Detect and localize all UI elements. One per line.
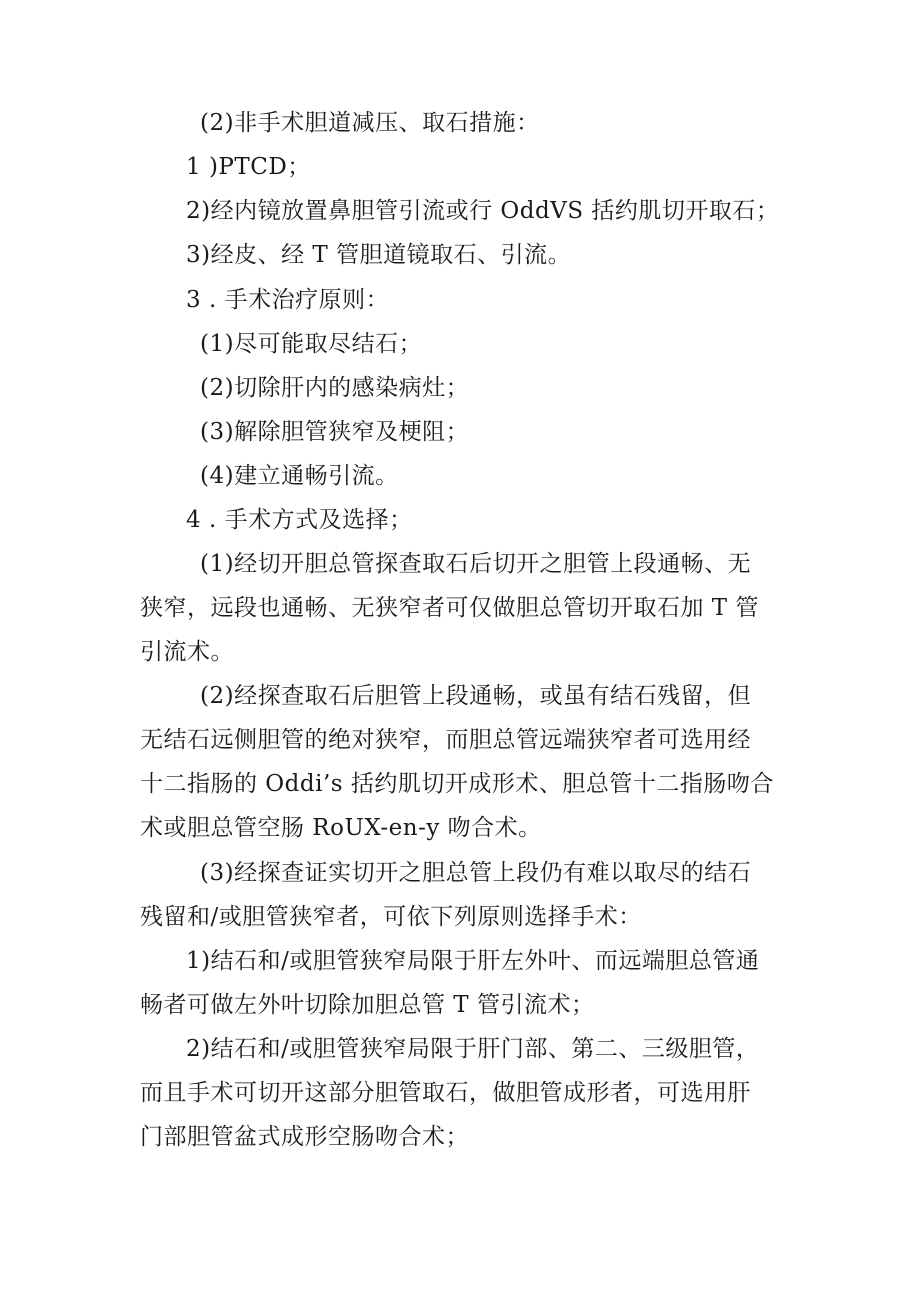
list-item-principle-1: (1)尽可能取尽结石； <box>200 331 423 357</box>
paragraph-subitem-1-line-1: 1)结石和/或胆管狭窄局限于肝左外叶、而远端胆总管通 <box>186 948 760 974</box>
paragraph-method-3-line-1: (3)经探查证实切开之胆总管上段仍有难以取尽的结石 <box>200 860 752 886</box>
paragraph-method-1-line-1: (1)经切开胆总管探查取石后切开之胆管上段通畅、无 <box>200 551 752 577</box>
list-item-percutaneous: 3)经皮、经 T 管胆道镜取石、引流。 <box>186 242 572 268</box>
paragraph-method-3-line-2: 残留和/或胆管狭窄者，可依下列原则选择手术： <box>140 904 642 930</box>
section-heading-methods: 4 . 手术方式及选择； <box>186 507 413 533</box>
paragraph-method-2-line-4: 术或胆总管空肠 RoUX-en-y 吻合术。 <box>140 815 542 841</box>
paragraph-method-2-line-3: 十二指肠的 Oddi’s 括约肌切开成形术、胆总管十二指肠吻合 <box>140 771 774 797</box>
paragraph-method-1-line-2: 狭窄，远段也通畅、无狭窄者可仅做胆总管切开取石加 T 管 <box>140 595 759 621</box>
paragraph-subitem-2-line-1: 2)结石和/或胆管狭窄局限于肝门部、第二、三级胆管， <box>186 1036 760 1062</box>
list-item-nonsurgical-heading: (2)非手术胆道减压、取石措施： <box>200 110 540 136</box>
section-heading-principles: 3 . 手术治疗原则： <box>186 287 390 313</box>
paragraph-subitem-2-line-3: 门部胆管盆式成形空肠吻合术； <box>140 1124 469 1150</box>
paragraph-subitem-2-line-2: 而且手术可切开这部分胆管取石，做胆管成形者，可选用肝 <box>140 1080 751 1106</box>
paragraph-method-1-line-3: 引流术。 <box>140 639 234 665</box>
list-item-ptcd: 1 )PTCD； <box>186 154 311 180</box>
list-item-endoscopic: 2)经内镜放置鼻胆管引流或行 OddVS 括约肌切开取石； <box>186 198 780 224</box>
list-item-principle-2: (2)切除肝内的感染病灶； <box>200 375 470 401</box>
paragraph-method-2-line-2: 无结石远侧胆管的绝对狭窄，而胆总管远端狭窄者可选用经 <box>140 727 751 753</box>
paragraph-method-2-line-1: (2)经探查取石后胆管上段通畅，或虽有结石残留，但 <box>200 683 752 709</box>
list-item-principle-4: (4)建立通畅引流。 <box>200 463 399 489</box>
list-item-principle-3: (3)解除胆管狭窄及梗阻； <box>200 419 470 445</box>
paragraph-subitem-1-line-2: 畅者可做左外叶切除加胆总管 T 管引流术； <box>140 992 595 1018</box>
